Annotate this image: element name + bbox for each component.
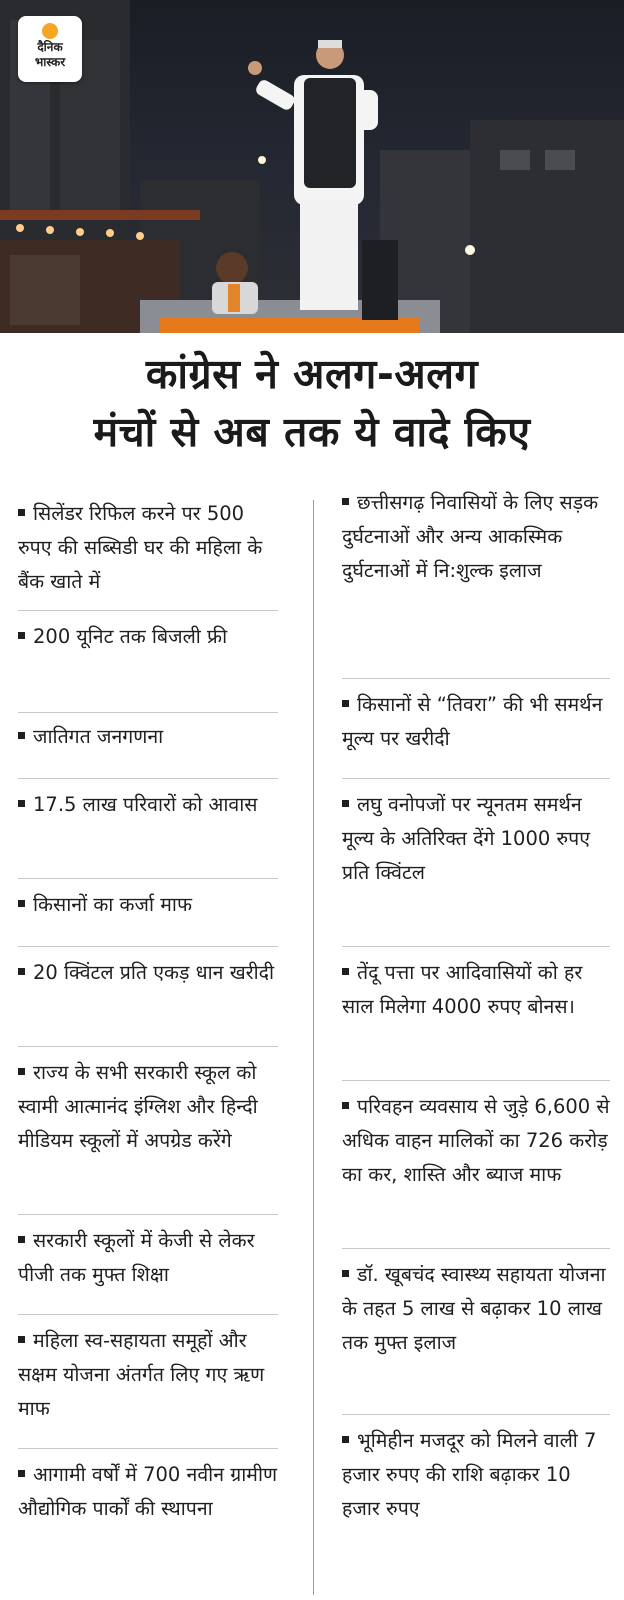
list-item: किसानों का कर्जा माफ: [18, 888, 278, 922]
item-separator: [18, 610, 278, 611]
item-separator: [342, 1080, 610, 1081]
bullet-icon: [18, 1470, 25, 1477]
item-separator: [342, 778, 610, 779]
bullet-icon: [18, 632, 25, 639]
list-item: तेंदू पत्ता पर आदिवासियों को हर साल मिलेगा 4000 रुपए बोनस।: [342, 961, 583, 1018]
bullet-icon: [18, 509, 25, 516]
column-divider: [313, 500, 314, 1595]
bullet-icon: [18, 968, 25, 975]
list-item: 17.5 लाख परिवारों को आवास: [18, 788, 278, 822]
headline: [0, 345, 624, 461]
list-item: सिलेंडर रिफिल करने पर 500 रुपए की सब्सिडी घर की महिला के बैंक खाते में: [18, 502, 263, 593]
list-item: छत्तीसगढ़ निवासियों के लिए सड़क दुर्घटनाओं और अन्य आकस्मिक दुर्घटनाओं में नि:शुल्क इलाज: [342, 491, 599, 582]
brand-logo: [18, 16, 82, 82]
list-item: 200 यूनिट तक बिजली फ्री: [18, 620, 278, 654]
item-separator: [342, 678, 610, 679]
bullet-icon: [342, 1436, 349, 1443]
bullet-icon: [18, 1068, 25, 1075]
bullet-icon: [342, 1102, 349, 1109]
bullet-icon: [18, 1236, 25, 1243]
hero-photo: [0, 0, 624, 333]
item-separator: [18, 712, 278, 713]
item-separator: [18, 1046, 278, 1047]
headline-line1: कांग्रेस ने अलग-अलग: [145, 350, 479, 398]
item-separator: [342, 946, 610, 947]
bullet-icon: [18, 800, 25, 807]
bullet-icon: [342, 700, 349, 707]
sun-icon: [42, 23, 58, 39]
item-separator: [342, 1414, 610, 1415]
list-item: डॉ. खूबचंद स्वास्थ्य सहायता योजना के तहत 5 लाख से बढ़ाकर 10 लाख तक मुफ्त इलाज: [342, 1263, 606, 1354]
list-item: जातिगत जनगणना: [18, 720, 278, 754]
bullet-icon: [18, 1336, 25, 1343]
logo-text-line2: भास्कर: [34, 55, 66, 69]
bullet-icon: [342, 800, 349, 807]
item-separator: [18, 1214, 278, 1215]
bullet-icon: [18, 900, 25, 907]
list-item: 20 क्विंटल प्रति एकड़ धान खरीदी: [18, 956, 278, 990]
headline-line2: मंचों से अब तक ये वादे किए: [93, 408, 531, 456]
list-item: महिला स्व-सहायता समूहों और सक्षम योजना अंतर्गत लिए गए ऋण माफ: [18, 1329, 265, 1420]
item-separator: [18, 778, 278, 779]
list-item: भूमिहीन मजदूर को मिलने वाली 7 हजार रुपए की राशि बढ़ाकर 10 हजार रुपए: [342, 1429, 597, 1520]
list-item: परिवहन व्यवसाय से जुड़े 6,600 से अधिक वाहन मालिकों का 726 करोड़ का कर, शास्ति और ब्याज माफ: [342, 1095, 610, 1186]
list-item: सरकारी स्कूलों में केजी से लेकर पीजी तक मुफ्त शिक्षा: [18, 1229, 255, 1286]
item-separator: [18, 1314, 278, 1315]
item-separator: [18, 946, 278, 947]
logo-text-line1: दैनिक: [37, 40, 63, 54]
list-item: राज्य के सभी सरकारी स्कूल को स्वामी आत्मानंद इंग्लिश और हिन्दी मीडियम स्कूलों में अपग्रेड करेंगे: [18, 1061, 258, 1152]
item-separator: [18, 1448, 278, 1449]
item-separator: [18, 878, 278, 879]
bullet-icon: [342, 968, 349, 975]
item-separator: [342, 1248, 610, 1249]
list-item: लघु वनोपजों पर न्यूनतम समर्थन मूल्य के अतिरिक्त देंगे 1000 रुपए प्रति क्विंटल: [342, 793, 590, 884]
list-item: आगामी वर्षों में 700 नवीन ग्रामीण औद्योगिक पार्कों की स्थापना: [18, 1463, 278, 1520]
bullet-icon: [342, 1270, 349, 1277]
list-item: किसानों से “तिवरा” की भी समर्थन मूल्य पर खरीदी: [342, 693, 603, 750]
bullet-icon: [342, 498, 349, 505]
rally-scene-illustration: [0, 0, 624, 333]
bullet-icon: [18, 732, 25, 739]
